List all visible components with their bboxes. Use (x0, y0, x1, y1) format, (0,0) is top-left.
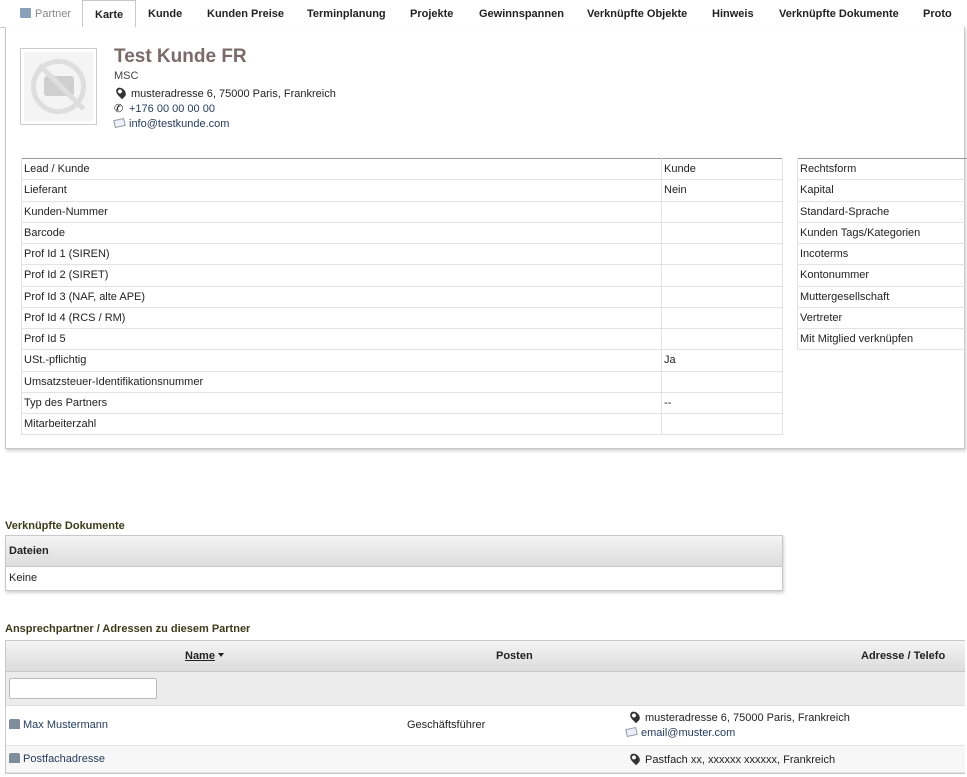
tab-partner[interactable]: Partner (20, 0, 71, 28)
partner-name: Test Kunde FR (114, 46, 247, 67)
email-icon (113, 118, 125, 128)
tab-kunden-preise[interactable]: Kunden Preise (207, 8, 285, 20)
map-marker-icon (114, 86, 127, 99)
contacts-title: Ansprechpartner / Adressen zu diesem Partner (5, 623, 251, 635)
partner-email[interactable]: info@testkunde.com (114, 118, 229, 130)
partner-photo[interactable] (20, 48, 97, 125)
tab-verknuepfte-objekte[interactable]: Verknüpfte Objekte (587, 8, 688, 20)
contact-address: musteradresse 6, 75000 Paris, Frankreich (628, 711, 850, 724)
info-row: Mitarbeiterzahl (22, 414, 783, 435)
table-row (6, 746, 965, 773)
name-filter-input[interactable] (9, 678, 157, 699)
partner-phone[interactable]: ✆ +176 00 00 00 00 (114, 103, 215, 115)
info-row: Kunden-Nummer (22, 201, 783, 222)
map-marker-icon (628, 710, 641, 723)
info-row: Prof Id 1 (SIREN) (22, 244, 783, 265)
contact-email[interactable]: email@muster.com (626, 727, 735, 739)
contact-icon (9, 719, 20, 729)
contact-position: Geschäftsführer (407, 719, 486, 731)
info-row: Mit Mitglied verknüpfen (798, 329, 967, 350)
info-row: Kapital (798, 180, 967, 201)
table-row (6, 706, 965, 746)
tab-projekte[interactable]: Projekte (410, 8, 454, 20)
info-row: Lieferant Nein (22, 180, 783, 201)
info-row: Standard-Sprache (798, 201, 967, 222)
contacts-table (5, 640, 965, 774)
info-row: Kontonummer (798, 265, 967, 286)
no-photo-icon (24, 52, 93, 121)
map-marker-icon (628, 752, 641, 765)
tab-verknuepfte-dokumente[interactable]: Verknüpfte Dokumente (779, 8, 899, 20)
linked-documents-title: Verknüpfte Dokumente (5, 520, 125, 532)
partner-address: musteradresse 6, 75000 Paris, Frankreich (114, 87, 336, 100)
tab-proto[interactable]: Proto (923, 8, 952, 20)
info-row: Prof Id 3 (NAF, alte APE) (22, 286, 783, 307)
contact-name-link[interactable]: Postfachadresse (9, 753, 105, 765)
info-row: Rechtsform (798, 159, 967, 180)
partner-alias: MSC (114, 70, 139, 82)
contact-icon (9, 753, 20, 763)
info-row: Barcode (22, 222, 783, 243)
contacts-header (6, 641, 965, 672)
info-row: Lead / Kunde Kunde (22, 159, 783, 180)
info-row: Prof Id 2 (SIRET) (22, 265, 783, 286)
info-row: USt.-pflichtig Ja (22, 350, 783, 371)
linked-documents-table (5, 535, 783, 591)
filter-row (6, 672, 965, 706)
info-row: Incoterms (798, 244, 967, 265)
sort-down-icon (218, 653, 224, 657)
tab-kunde[interactable]: Kunde (148, 8, 183, 20)
tab-gewinnspannen[interactable]: Gewinnspannen (479, 8, 564, 20)
column-posten[interactable]: Posten (496, 650, 533, 662)
tab-karte[interactable]: Karte (82, 0, 136, 29)
info-row: Muttergesellschaft (798, 286, 967, 307)
info-row: Prof Id 4 (RCS / RM) (22, 307, 783, 328)
contact-address: Pastfach xx, xxxxxx xxxxxx, Frankreich (628, 753, 835, 766)
building-icon (20, 8, 31, 18)
info-row: Kunden Tags/Kategorien (798, 222, 967, 243)
info-table-left (21, 158, 783, 435)
files-header: Dateien (6, 536, 782, 567)
column-name[interactable]: Name (185, 650, 224, 662)
info-row: Typ des Partners -- (22, 392, 783, 413)
column-adresse[interactable]: Adresse / Telefo (861, 650, 946, 662)
info-row: Vertreter (798, 307, 967, 328)
phone-icon: ✆ (114, 103, 124, 115)
tab-bar (0, 0, 952, 28)
info-row: Prof Id 5 (22, 329, 783, 350)
no-files-text: Keine (9, 572, 38, 584)
info-table-right (797, 158, 967, 350)
info-row: Umsatzsteuer-Identifikationsnummer (22, 371, 783, 392)
tab-terminplanung[interactable]: Terminplanung (307, 8, 386, 20)
tab-hinweis[interactable]: Hinweis (712, 8, 754, 20)
contact-name-link[interactable]: Max Mustermann (9, 719, 108, 731)
email-icon (625, 727, 637, 737)
